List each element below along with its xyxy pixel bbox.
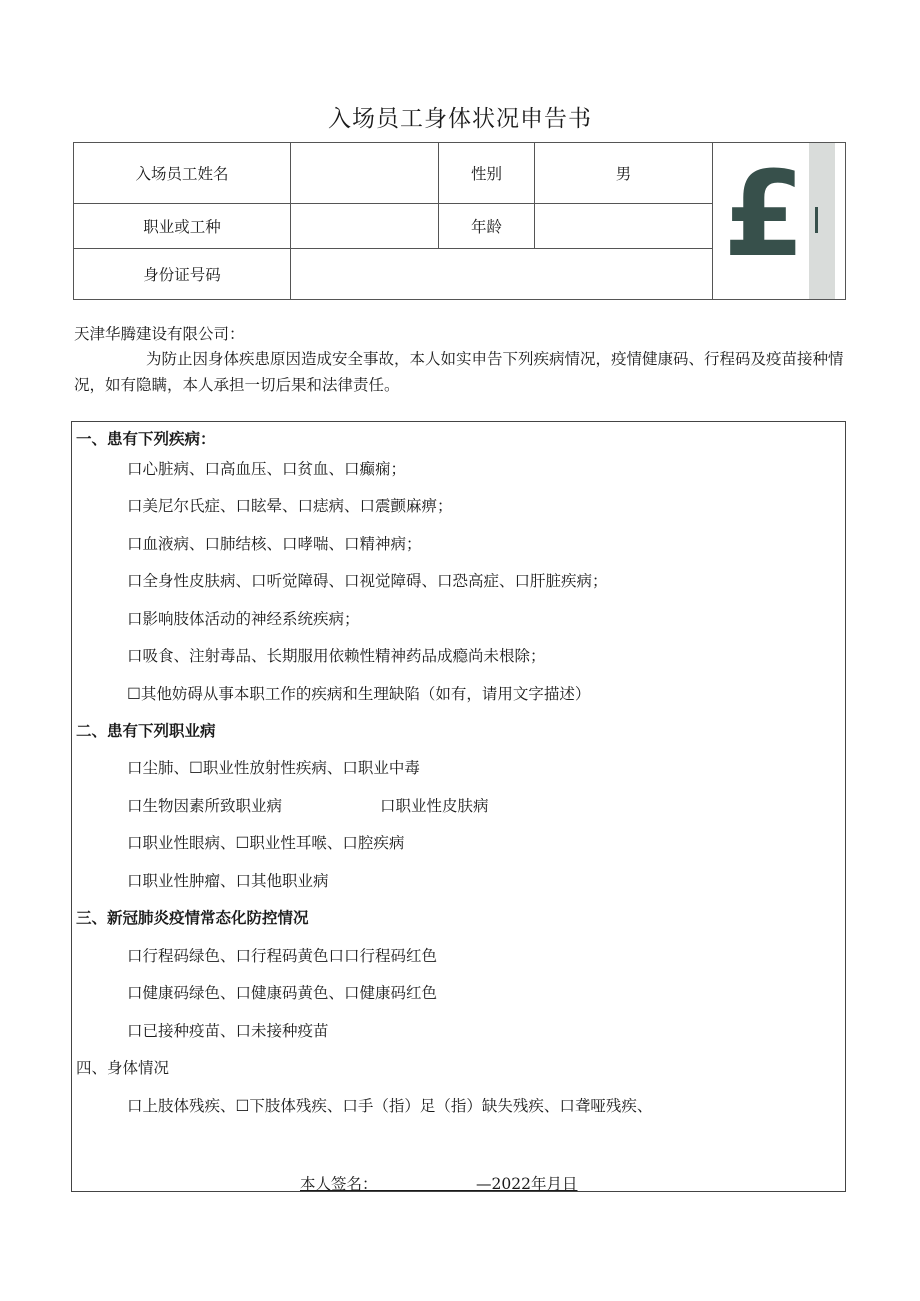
job-label: 职业或工种 xyxy=(74,204,291,249)
s3-item-3[interactable]: 口已接种疫苗、口未接种疫苗 xyxy=(127,1022,329,1040)
company-name: 天津华腾建设有限公司： xyxy=(74,325,245,343)
s4-item-1[interactable]: 口上肢体残疾、☐下肢体残疾、口手（指）足（指）缺失残疾、口聋哑残疾、 xyxy=(127,1097,653,1115)
s1-item-4[interactable]: 口全身性皮肤病、口听觉障碍、口视觉障碍、口恐高症、口肝脏疾病； xyxy=(127,572,608,590)
s1-item-6[interactable]: 口吸食、注射毒品、长期服用依赖性精神药品成瘾尚未根除； xyxy=(127,647,546,665)
gender-field[interactable]: 男 xyxy=(535,143,713,204)
s3-item-2[interactable]: 口健康码绿色、口健康码黄色、口健康码红色 xyxy=(127,984,438,1002)
signature-line[interactable]: 本人签名： —2022年月日 xyxy=(300,1175,578,1193)
s2-item-1[interactable]: 口尘肺、☐职业性放射性疾病、口职业中毒 xyxy=(127,759,420,777)
photo-strip xyxy=(809,143,835,299)
s3-item-1[interactable]: 口行程码绿色、口行程码黄色口口行程码红色 xyxy=(127,947,438,965)
section-4-title: 四、身体情况 xyxy=(76,1059,170,1077)
age-field[interactable] xyxy=(535,204,713,249)
photo-bar xyxy=(815,207,818,233)
s2-item-2[interactable]: 口生物因素所致职业病 xyxy=(127,797,283,815)
s1-item-3[interactable]: 口血液病、口肺结核、口哮喘、口精神病； xyxy=(127,535,422,553)
gender-label: 性别 xyxy=(439,143,535,204)
pound-icon: £ xyxy=(723,145,806,283)
s2-item-4[interactable]: 口职业性肿瘤、口其他职业病 xyxy=(127,872,329,890)
id-label: 身份证号码 xyxy=(74,249,291,300)
section-3-title: 三、新冠肺炎疫情常态化防控情况 xyxy=(76,908,309,927)
job-field[interactable] xyxy=(291,204,439,249)
name-field[interactable] xyxy=(291,143,439,204)
age-label: 年龄 xyxy=(439,204,535,249)
declaration-box xyxy=(71,421,846,1192)
s1-item-5[interactable]: 口影响肢体活动的神经系统疾病； xyxy=(127,610,360,628)
section-1-title: 一、患有下列疾病： xyxy=(76,429,216,448)
s1-item-7[interactable]: ☐其他妨碍从事本职工作的疾病和生理缺陷（如有，请用文字描述） xyxy=(127,685,591,703)
statement-paragraph: 为防止因身体疾患原因造成安全事故，本人如实申告下列疾病情况，疫情健康码、行程码及疫苗接种情况，如有隐瞒，本人承担一切后果和法律责任。 xyxy=(74,350,844,394)
s1-item-2[interactable]: 口美尼尔氏症、口眩晕、口痣病、口震颤麻痹； xyxy=(127,497,453,515)
info-table xyxy=(73,142,846,300)
section-2-title: 二、患有下列职业病 xyxy=(76,721,216,740)
id-field[interactable] xyxy=(291,249,713,300)
name-label: 入场员工姓名 xyxy=(74,143,291,204)
s2-item-right[interactable]: 口职业性皮肤病 xyxy=(380,797,489,815)
photo-box xyxy=(713,143,846,300)
s2-item-3[interactable]: 口职业性眼病、☐职业性耳喉、口腔疾病 xyxy=(127,834,405,852)
s1-item-1[interactable]: 口心脏病、口高血压、口贫血、口癫痫； xyxy=(127,460,407,478)
page-title: 入场员工身体状况申告书 xyxy=(328,106,592,132)
